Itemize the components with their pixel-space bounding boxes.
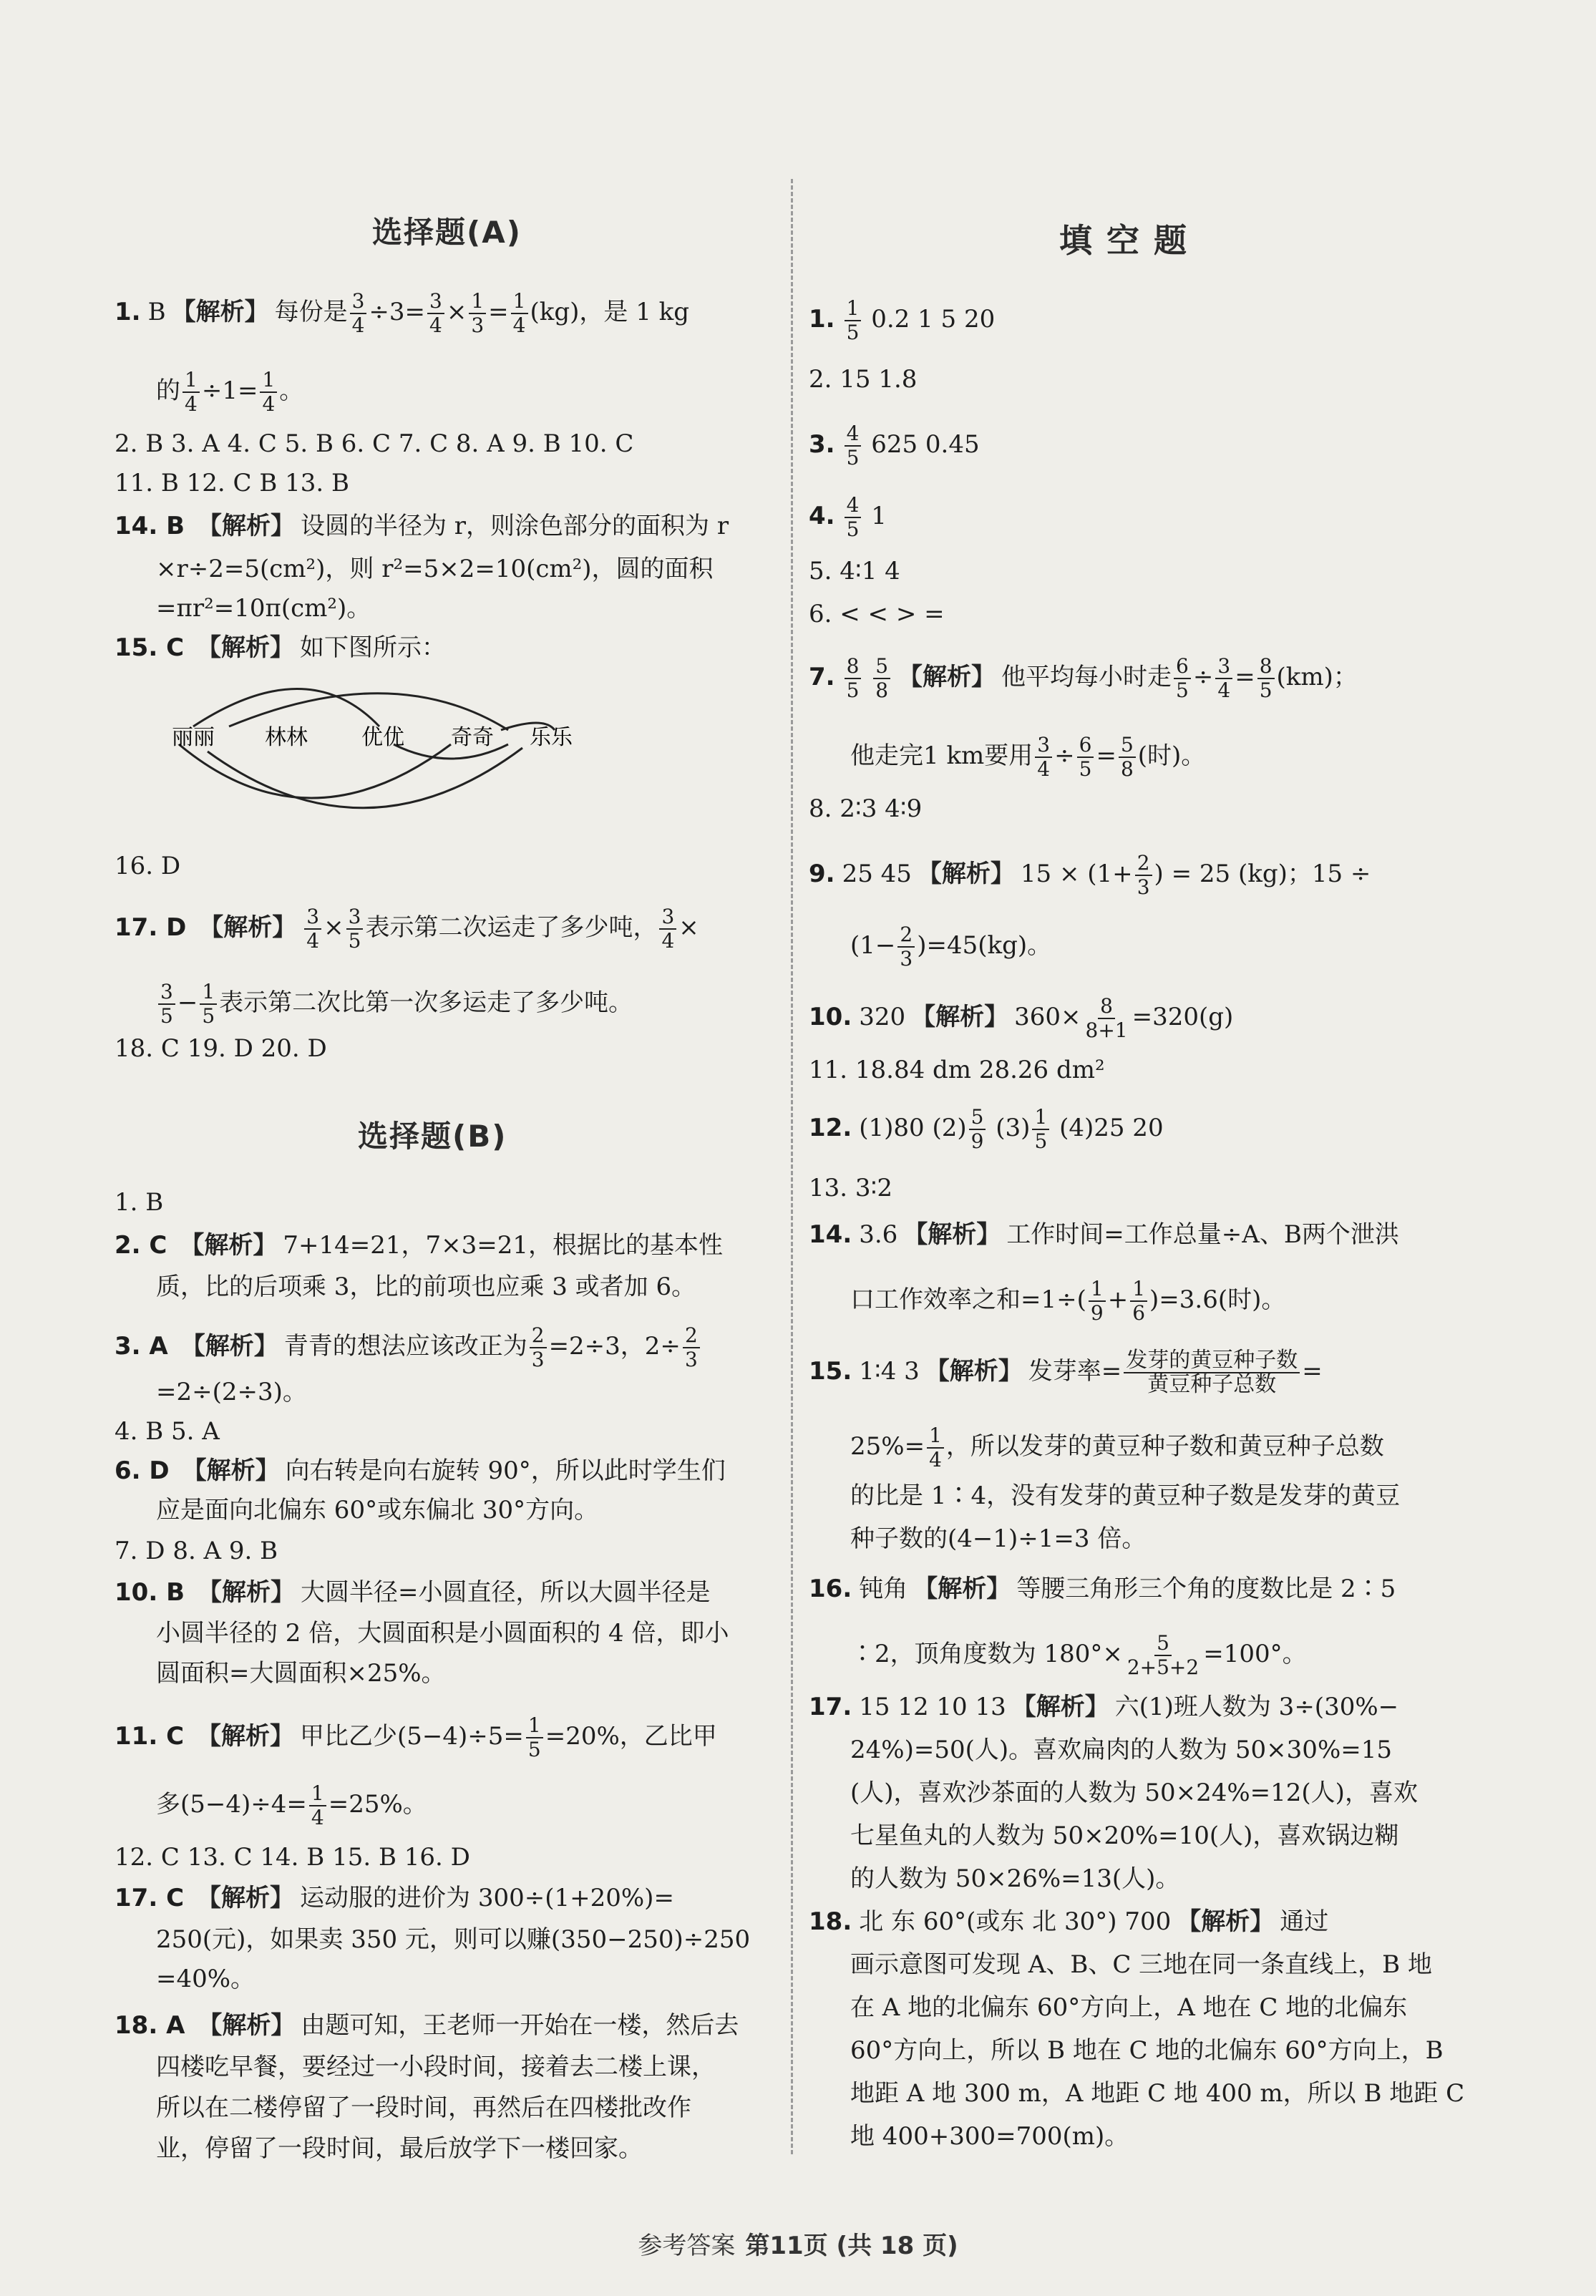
answer-a11-13: 11. B 12. C B 13. B — [115, 469, 350, 497]
answer-a2-10: 2. B 3. A 4. C 5. B 6. C 7. C 8. A 9. B 10. C — [115, 429, 634, 458]
answer-f17-line4: 七星鱼丸的人数为 50×20%=10(人)，喜欢锅边糊 — [850, 1821, 1399, 1850]
fraction: $\frac{2}{3}$ — [1135, 852, 1152, 899]
answer-f18-line6: 地 400+300=700(m)。 — [850, 2122, 1129, 2151]
fraction: $\frac{5}{2+5+2}$ — [1127, 1631, 1200, 1679]
answer-b3-line2: =2÷(2÷3)。 — [156, 1378, 307, 1406]
diagram-label-lili: 丽丽 — [172, 725, 215, 750]
answer-b17-line3: =40%。 — [156, 1965, 256, 1993]
answer-f4: 4. $\frac{4}{5}$ 1 — [809, 493, 887, 541]
fraction: $\frac{5}{8}$ — [873, 655, 890, 702]
answer-b2-line1: 2. C 【解析】 7+14=21，7×3=21，根据比的基本性 — [115, 1231, 724, 1260]
answer-b4-5: 4. B 5. A — [115, 1417, 220, 1446]
answer-f14-line2: 口工作效率之和=1÷( $\frac{1}{9}$ + $\frac{1}{6}$ )=3.6(时)。 — [850, 1277, 1286, 1325]
fraction: $\frac{1}{4}$ — [309, 1782, 326, 1829]
answer-b18-line3: 所以在二楼停留了一段时间，再然后在四楼批改作 — [156, 2093, 691, 2122]
fraction: $\frac{4}{5}$ — [845, 422, 862, 470]
fraction: $\frac{3}{4}$ — [659, 905, 676, 953]
answer-a15: 15. C 【解析】 如下图所示： — [115, 633, 447, 662]
answer-f15-line3: 的比是 1∶4，没有发芽的黄豆种子数是发芽的黄豆 — [850, 1482, 1401, 1510]
answer-b12-16: 12. C 13. C 14. B 15. B 16. D — [115, 1843, 470, 1872]
diagram-label-youyou: 优优 — [361, 725, 404, 750]
fraction: $\frac{1}{5}$ — [1032, 1106, 1049, 1153]
fraction: $\frac{1}{5}$ — [200, 981, 217, 1028]
fraction: $\frac{4}{5}$ — [845, 494, 862, 541]
answer-b17-line1: 17. C 【解析】 运动服的进价为 300÷(1+20%)= — [115, 1884, 674, 1912]
fraction: $\frac{1}{3}$ — [469, 290, 486, 337]
fraction: $\frac{3}{5}$ — [158, 981, 175, 1028]
answer-a14-line1: 14. B 【解析】 设圆的半径为 r，则涂色部分的面积为 r — [115, 512, 729, 540]
arc-diagram — [165, 673, 594, 859]
answer-f12: 12. (1)80 (2) $\frac{5}{9}$ (3) $\frac{1}{5}$ (4)25 20 — [809, 1105, 1164, 1153]
fraction: $\frac{2}{3}$ — [897, 923, 915, 971]
answer-b7-9: 7. D 8. A 9. B — [115, 1537, 278, 1565]
answer-b18-line4: 业，停留了一段时间，最后放学下一楼回家。 — [156, 2134, 643, 2163]
diagram-label-qiqi: 奇奇 — [451, 725, 494, 750]
answer-b18-line2: 四楼吃早餐，要经过一小段时间，接着去二楼上课， — [156, 2053, 716, 2081]
answer-f18-line2: 画示意图可发现 A、B、C 三地在同一条直线上，B 地 — [850, 1950, 1432, 1979]
footer-label: 参考答案 — [638, 2232, 736, 2260]
answer-f6: 6. < < > = — [809, 600, 945, 628]
answer-f8: 8. 2∶3 4∶9 — [809, 794, 923, 823]
answer-f15-line2: 25%= $\frac{1}{4}$ ，所以发芽的黄豆种子数和黄豆种子总数 — [850, 1424, 1384, 1472]
fraction: $\frac{5}{9}$ — [969, 1106, 986, 1153]
answer-f1: 1. $\frac{1}{5}$ 0.2 1 5 20 — [809, 296, 996, 344]
section-title-choice-a: 选择题(A) — [372, 215, 522, 250]
answer-f9-line2: (1− $\frac{2}{3}$ )=45(kg)。 — [850, 923, 1052, 971]
fraction: $\frac{2}{3}$ — [683, 1324, 700, 1371]
answer-a18-20: 18. C 19. D 20. D — [115, 1034, 327, 1063]
fraction: $\frac{6}{5}$ — [1077, 734, 1094, 781]
fraction: $\frac{3}{4}$ — [350, 290, 367, 337]
answer-f7-line2: 他走完1 km要用 $\frac{3}{4}$ ÷ $\frac{6}{5}$ = $\frac{5}{8}$ (时)。 — [850, 733, 1206, 781]
fraction: $\frac{3}{4}$ — [1035, 734, 1052, 781]
fraction: $\frac{8}{5}$ — [845, 655, 862, 702]
answer-b10-line3: 圆面积=大圆面积×25%。 — [156, 1659, 446, 1688]
fraction: $\frac{1}{4}$ — [183, 369, 200, 416]
answer-a1-line1: 1. B 【解析】 每份是 $\frac{3}{4}$ ÷3= $\frac{3}{4}$ × $\frac{1}{3}$ = $\frac{1}{4}$ (kg)，是 1 kg — [115, 289, 690, 337]
fraction: $\frac{8}{8+1}$ — [1085, 994, 1128, 1042]
answer-f15-line4: 种子数的(4−1)÷1=3 倍。 — [850, 1524, 1147, 1553]
answer-f18-line4: 60°方向上，所以 B 地在 C 地的北偏东 60°方向上，B — [850, 2036, 1444, 2065]
answer-b2-line2: 质，比的后项乘 3，比的前项也应乘 3 或者加 6。 — [156, 1273, 696, 1301]
answer-a16: 16. D — [115, 852, 181, 880]
answer-b6-line2: 应是面向北偏东 60°或东偏北 30°方向。 — [156, 1496, 599, 1524]
answer-f11: 11. 18.84 dm 28.26 dm² — [809, 1056, 1105, 1084]
diagram-label-linlin: 林林 — [265, 725, 308, 750]
answer-f17-line3: (人)，喜欢沙茶面的人数为 50×24%=12(人)，喜欢 — [850, 1779, 1418, 1807]
answer-f13: 13. 3∶2 — [809, 1174, 892, 1202]
page-number: 第11页 (共 18 页) — [745, 2232, 958, 2260]
answer-b17-line2: 250(元)，如果卖 350 元，则可以赚(350−250)÷250 — [156, 1925, 751, 1954]
answer-f18-line3: 在 A 地的北偏东 60°方向上，A 地在 C 地的北偏东 — [850, 1993, 1408, 2022]
answer-b11-line2: 多(5−4)÷4= $\frac{1}{4}$ =25%。 — [156, 1781, 427, 1829]
column-divider — [791, 179, 793, 2154]
fraction: $\frac{8}{5}$ — [1257, 655, 1275, 702]
answer-b10-line2: 小圆半径的 2 倍，大圆面积是小圆面积的 4 倍，即小 — [156, 1619, 729, 1648]
answer-f14-line1: 14. 3.6 【解析】 工作时间=工作总量÷A、B两个泄洪 — [809, 1220, 1399, 1249]
answer-f18-line1: 18. 北 东 60°(或东 北 30°) 700 【解析】 通过 — [809, 1907, 1329, 1936]
answer-f10: 10. 320 【解析】 360× $\frac{8}{8+1}$ =320(g) — [809, 994, 1234, 1042]
answer-f3: 3. $\frac{4}{5}$ 625 0.45 — [809, 422, 980, 470]
answer-b10-line1: 10. B 【解析】 大圆半径=小圆直径，所以大圆半径是 — [115, 1578, 711, 1607]
answer-b3-line1: 3. A 【解析】 青青的想法应该改正为 $\frac{2}{3}$ =2÷3，2÷ $\frac{2}{3}$ — [115, 1324, 702, 1371]
answer-a1-line2: 的 $\frac{1}{4}$ ÷1= $\frac{1}{4}$ 。 — [156, 368, 304, 416]
answer-f9-line1: 9. 25 45 【解析】 15 × (1+ $\frac{2}{3}$ ) = 25 (kg)；15 ÷ — [809, 851, 1371, 899]
fraction: $\frac{5}{8}$ — [1119, 734, 1136, 781]
answer-f18-line5: 地距 A 地 300 m，A 地距 C 地 400 m，所以 B 地距 C — [850, 2079, 1465, 2108]
answer-b6-line1: 6. D 【解析】 向右转是向右旋转 90°，所以此时学生们 — [115, 1456, 726, 1485]
fraction: $\frac{3}{4}$ — [427, 290, 444, 337]
fraction: $\frac{6}{5}$ — [1174, 655, 1191, 702]
answer-f17-line2: 24%)=50(人)。喜欢扁肉的人数为 50×30%=15 — [850, 1736, 1392, 1764]
answer-f7-line1: 7. $\frac{8}{5}$ $\frac{5}{8}$ 【解析】 他平均每小时走 $\frac{6}{5}$ ÷ $\frac{3}{4}$ = $\frac{8}{5}$ (km)； — [809, 654, 1358, 702]
fraction: $\frac{1}{5}$ — [845, 297, 862, 344]
fraction: $\frac{2}{3}$ — [530, 1324, 547, 1371]
section-title-fill-in: 填 空 题 — [1059, 221, 1189, 260]
answer-f17-line1: 17. 15 12 10 13 【解析】 六(1)班人数为 3÷(30%− — [809, 1693, 1399, 1721]
fraction: $\frac{3}{4}$ — [1215, 655, 1232, 702]
fraction: $\frac{1}{5}$ — [526, 1714, 543, 1761]
diagram-label-lele: 乐乐 — [530, 725, 573, 750]
answer-a14-line3: =πr²=10π(cm²)。 — [156, 594, 371, 623]
answer-a14-line2: ×r÷2=5(cm²)，则 r²=5×2=10(cm²)，圆的面积 — [156, 555, 714, 583]
page-footer — [0, 2226, 1596, 2261]
fraction: $\frac{3}{4}$ — [304, 905, 321, 953]
fraction: $\frac{\text{发芽的黄豆种子数}}{\text{黄豆种子总数}}$ — [1124, 1349, 1300, 1396]
answer-f16-line1: 16. 钝角 【解析】 等腰三角形三个角的度数比是 2∶5 — [809, 1575, 1396, 1603]
answer-f2: 2. 15 1.8 — [809, 365, 918, 394]
answer-a17-line1: 17. D 【解析】 $\frac{3}{4}$ × $\frac{3}{5}$ 表示第二次运走了多少吨， $\frac{3}{4}$ × — [115, 905, 699, 953]
answer-b1: 1. B — [115, 1188, 164, 1217]
answer-b11-line1: 11. C 【解析】 甲比乙少(5−4)÷5= $\frac{1}{5}$ =20%，乙比甲 — [115, 1713, 717, 1761]
answer-b18-line1: 18. A 【解析】 由题可知，王老师一开始在一楼，然后去 — [115, 2011, 739, 2040]
answer-a17-line2: $\frac{3}{5}$ − $\frac{1}{5}$ 表示第二次比第一次多运走了多少吨。 — [156, 981, 633, 1028]
section-title-choice-b: 选择题(B) — [358, 1119, 507, 1154]
answer-f17-line5: 的人数为 50×26%=13(人)。 — [850, 1864, 1180, 1893]
fraction: $\frac{1}{6}$ — [1130, 1278, 1147, 1325]
answer-f16-line2: ∶2，顶角度数为 180°× $\frac{5}{2+5+2}$ =100°。 — [850, 1631, 1307, 1679]
fraction: $\frac{1}{9}$ — [1089, 1278, 1106, 1325]
fraction: $\frac{1}{4}$ — [927, 1424, 944, 1472]
fraction: $\frac{3}{5}$ — [346, 905, 364, 953]
answer-f5: 5. 4∶1 4 — [809, 557, 900, 585]
fraction: $\frac{1}{4}$ — [511, 290, 528, 337]
answer-f15-line1: 15. 1∶4 3 【解析】 发芽率= $\frac{\text{发芽的黄豆种子数}}{\text{黄豆种子总数}}$ = — [809, 1348, 1323, 1397]
fraction: $\frac{1}{4}$ — [260, 369, 277, 416]
